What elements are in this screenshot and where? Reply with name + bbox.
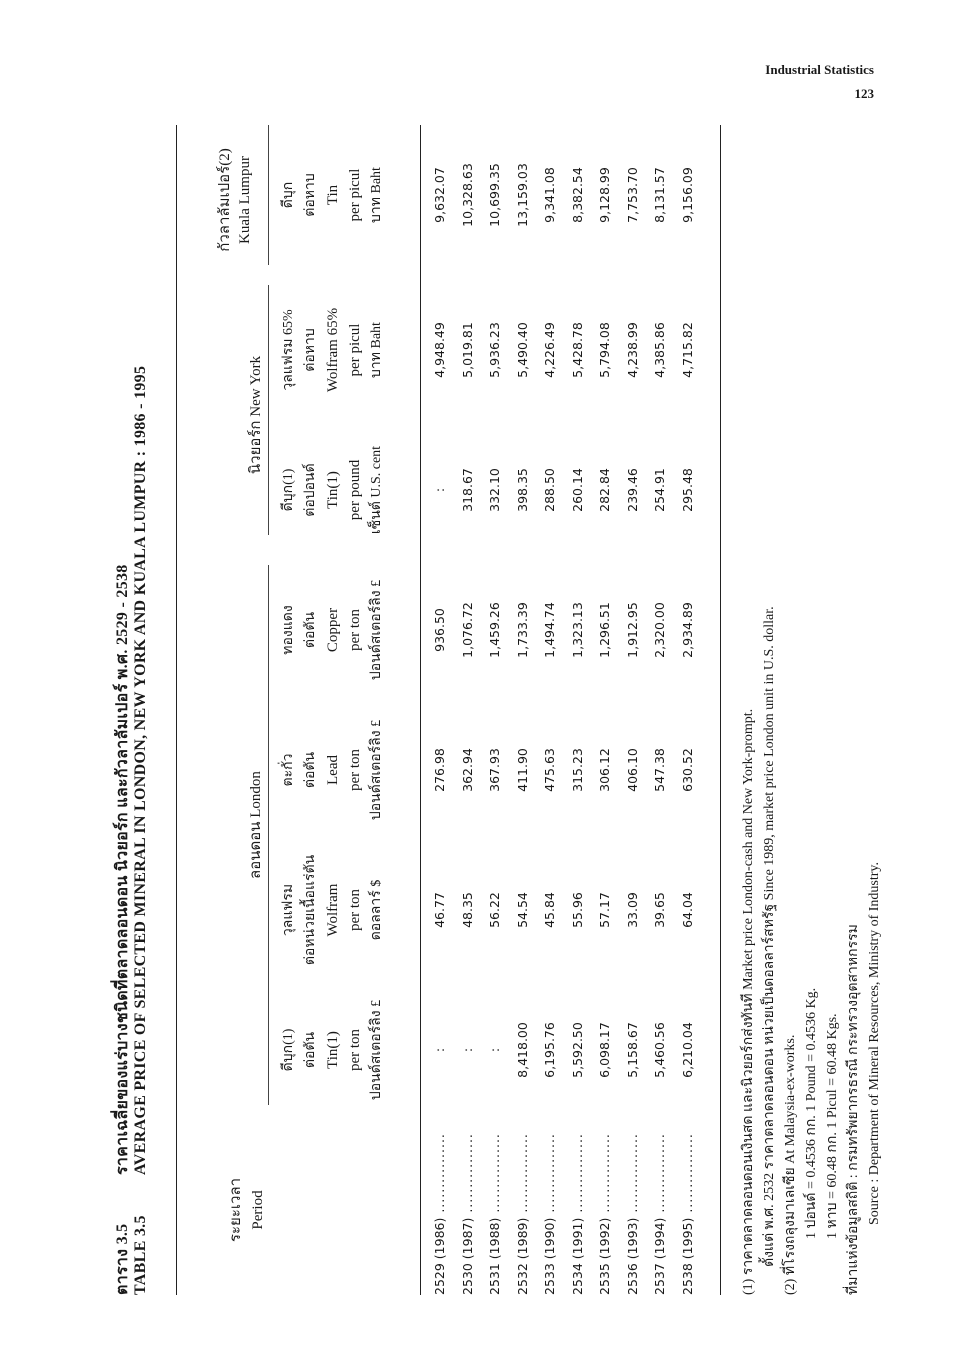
cell-value: 1,494.74 — [542, 602, 557, 658]
cell-value: 4,385.86 — [652, 322, 667, 378]
row-period: 2535 (1992) ..... — [597, 1135, 612, 1295]
cell-value: 406.10 — [624, 748, 640, 792]
column-header-2 — [278, 840, 388, 980]
cell-value: 2,934.89 — [679, 602, 695, 658]
cell-value: 5,428.78 — [569, 322, 585, 378]
cell-value: 5,490.40 — [514, 322, 530, 378]
cell-value: 4,238.99 — [624, 322, 640, 378]
column-header-2-th2: ต่อหน่วยเนื้อแร่ตัน — [303, 854, 318, 966]
table-row — [570, 125, 596, 1295]
cell-value: : — [432, 1047, 447, 1053]
period-header-th: ระยะเวลา — [228, 1177, 244, 1243]
table-row — [487, 125, 513, 1295]
column-header-4-unit-th: ปอนด์สเตอร์ลิง £ — [369, 579, 384, 681]
cell-value: 2,320.00 — [652, 602, 667, 658]
cell-value: 10,328.63 — [459, 163, 475, 227]
column-header-1-th: ดีบุก(1) — [281, 1028, 296, 1072]
row-period: 2534 (1991) ..... — [570, 1135, 585, 1295]
table-row — [597, 125, 623, 1295]
column-header-1 — [278, 980, 388, 1120]
table-row — [432, 125, 458, 1295]
table-title-th-text: ราคาเฉลี่ยของแร่บางชนิดที่ตลาดลอนดอน นิวยอร์ก และกัวลาลัมเปอร์ พ.ศ. 2529 - 2538 — [114, 564, 131, 1175]
table-bottom-rule — [720, 125, 721, 1295]
column-header-2-unit-th: ดอลลาร์ $ — [369, 879, 384, 941]
cell-value: 8,418.00 — [514, 1022, 530, 1078]
cell-value: 306.12 — [597, 748, 612, 792]
table-row — [515, 125, 541, 1295]
group-label-kl-en: Kuala Lumpur — [237, 156, 253, 244]
column-header-1-en: Tin(1) — [325, 1031, 341, 1069]
cell-value: 9,156.09 — [679, 167, 695, 223]
cell-value: 13,159.03 — [514, 163, 530, 227]
cell-value: : — [459, 1047, 475, 1053]
conversion-pound: 1 ปอนด์ = 0.4536 กก. 1 Pound = 0.4536 Kg. — [804, 987, 819, 1239]
row-period: 2538 (1995) ..... — [680, 1135, 695, 1295]
cell-value: 260.14 — [569, 468, 585, 512]
cell-value: 475.63 — [542, 748, 557, 792]
cell-value: 362.94 — [459, 748, 475, 792]
footnotes — [738, 606, 885, 1295]
row-period: 2537 (1994) ..... — [652, 1135, 667, 1295]
cell-value: 276.98 — [432, 748, 447, 792]
cell-value: 1,459.26 — [487, 602, 502, 658]
column-header-6-unit-en: per picul — [347, 323, 363, 377]
rotated-table-block — [110, 125, 966, 1295]
group-label-kl-th: กัวลาลัมเปอร์(2) — [217, 148, 233, 252]
footnote-1: (1) ราคาตลาดลอนดอนเงินสด และนิวยอร์กส่งทันที Market price London-cash and New York-prompt. — [741, 708, 756, 1295]
cell-value: 398.35 — [514, 468, 530, 512]
row-period: 2531 (1988) ..... — [487, 1135, 502, 1295]
cell-value: 9,341.08 — [542, 167, 557, 223]
column-header-1-unit-en: per ton — [347, 1028, 363, 1072]
column-header-7 — [278, 125, 388, 265]
column-header-6-th: วุลแฟรม 65% — [281, 309, 296, 391]
cell-value: 6,210.04 — [679, 1022, 695, 1078]
column-header-3-unit-en: per ton — [347, 748, 363, 792]
cell-value: 9,128.99 — [597, 167, 612, 223]
group-rule-new-york — [268, 285, 269, 535]
column-header-6 — [278, 280, 388, 420]
cell-value: 239.46 — [624, 468, 640, 512]
cell-value: : — [432, 487, 447, 493]
cell-value: 5,158.67 — [624, 1022, 640, 1078]
cell-value: 4,715.82 — [679, 322, 695, 378]
table-row — [542, 125, 568, 1295]
cell-value: 48.35 — [459, 892, 475, 928]
cell-value: 411.90 — [514, 748, 530, 792]
cell-value: 282.84 — [597, 468, 612, 512]
column-header-5 — [278, 420, 388, 560]
group-label-london: ลอนดอน London — [248, 771, 264, 879]
table-row — [625, 125, 651, 1295]
conversion-picul: 1 หาบ = 60.48 กก. 1 Picul = 60.48 Kgs. — [825, 1013, 840, 1239]
cell-value: 4,226.49 — [542, 322, 557, 378]
row-period: 2529 (1986) ..... — [432, 1135, 447, 1295]
column-header-7-unit-en: per picul — [347, 168, 363, 222]
table-number-en: TABLE 3.5 — [132, 1215, 149, 1295]
page-header-section: Industrial Statistics — [765, 62, 874, 77]
cell-value: 5,019.81 — [459, 322, 475, 378]
cell-value: 254.91 — [652, 468, 667, 512]
cell-value: 10,699.35 — [487, 163, 502, 227]
cell-value: 1,076.72 — [459, 602, 475, 658]
column-header-7-th: ดีบุก — [281, 181, 296, 209]
cell-value: 45.84 — [542, 892, 557, 928]
cell-value: 332.10 — [487, 468, 502, 512]
page-number: 123 — [854, 86, 874, 101]
source-th: ที่มาแห่งข้อมูลสถิติ : กรมทรัพยากรธรณี กระทรวงอุตสาหกรรม — [846, 924, 861, 1295]
table-top-rule — [176, 125, 177, 1295]
cell-value: 547.38 — [652, 748, 667, 792]
column-header-5-th2: ต่อปอนด์ — [303, 463, 318, 517]
cell-value: 367.93 — [487, 748, 502, 792]
row-period: 2530 (1987) ..... — [460, 1135, 475, 1295]
cell-value: 8,131.57 — [652, 167, 667, 223]
cell-value: : — [487, 1047, 502, 1053]
row-period: 2532 (1989) ..... — [515, 1135, 530, 1295]
group-label-new-york: นิวยอร์ก New York — [248, 355, 264, 475]
cell-value: 5,936.23 — [487, 322, 502, 378]
table-row — [652, 125, 678, 1295]
table-header-rule — [420, 125, 421, 1295]
cell-value: 318.67 — [459, 468, 475, 512]
column-header-7-en: Tin — [325, 184, 341, 206]
cell-value: 1,296.51 — [597, 602, 612, 658]
cell-value: 6,195.76 — [542, 1022, 557, 1078]
column-header-5-unit-th: เซ็นต์ U.S. cent — [369, 445, 384, 535]
row-period: 2533 (1990) ..... — [542, 1135, 557, 1295]
column-header-3-en: Lead — [325, 755, 341, 785]
column-header-3-unit-th: ปอนด์สเตอร์ลิง £ — [369, 719, 384, 821]
cell-value: 295.48 — [679, 468, 695, 512]
column-header-2-th: วุลแฟรม — [281, 883, 296, 937]
cell-value: 56.22 — [487, 892, 502, 928]
cell-value: 1,323.13 — [569, 602, 585, 658]
table-title-en — [132, 366, 150, 1295]
cell-value: 64.04 — [679, 892, 695, 928]
column-header-7-unit-th: บาท Baht — [369, 167, 384, 223]
column-header-3 — [278, 700, 388, 840]
column-header-5-th: ดีบุก(1) — [281, 468, 296, 512]
cell-value: 4,948.49 — [432, 322, 447, 378]
table-row — [460, 125, 486, 1295]
column-header-4-unit-en: per ton — [347, 608, 363, 652]
cell-value: 288.50 — [542, 468, 557, 512]
cell-value: 33.09 — [624, 892, 640, 928]
column-header-7-th2: ต่อหาบ — [303, 173, 318, 217]
column-header-6-unit-th: บาท Baht — [369, 322, 384, 378]
column-header-6-en: Wolfram 65% — [325, 307, 341, 393]
column-header-1-th2: ต่อตัน — [303, 1031, 318, 1069]
cell-value: 57.17 — [597, 892, 612, 928]
column-header-4-en: Copper — [325, 607, 341, 653]
group-rule-kl — [268, 125, 269, 265]
table-row — [680, 125, 706, 1295]
column-header-4 — [278, 560, 388, 700]
cell-value: 5,460.56 — [652, 1022, 667, 1078]
column-header-3-th: ตะกั่ว — [281, 753, 296, 787]
column-header-2-unit-en: per ton — [347, 888, 363, 932]
table-title-en-text: AVERAGE PRICE OF SELECTED MINERAL IN LONDON, NEW YORK AND KUALA LUMPUR : 1986 - 1995 — [132, 365, 149, 1175]
column-header-4-th2: ต่อตัน — [303, 611, 318, 649]
cell-value: 1,733.39 — [514, 602, 530, 658]
column-header-2-en: Wolfram — [325, 883, 341, 937]
footnote-1b: ตั้งแต่ พ.ศ. 2532 ราคาตลาดลอนดอน หน่วยเป็นดอลลาร์สหรัฐ Since 1989, market price London unit in U.S. dollar. — [762, 606, 777, 1267]
cell-value: 1,912.95 — [624, 602, 640, 658]
column-header-1-unit-th: ปอนด์สเตอร์ลิง £ — [369, 999, 384, 1101]
column-header-5-en: Tin(1) — [325, 471, 341, 509]
cell-value: 936.50 — [432, 608, 447, 652]
column-header-6-th2: ต่อหาบ — [303, 328, 318, 372]
cell-value: 315.23 — [569, 748, 585, 792]
cell-value: 5,592.50 — [569, 1022, 585, 1078]
cell-value: 9,632.07 — [432, 167, 447, 223]
period-header-en: Period — [250, 1190, 266, 1230]
cell-value: 8,382.54 — [569, 167, 585, 223]
group-rule-london — [268, 565, 269, 1105]
cell-value: 39.65 — [652, 892, 667, 928]
cell-value: 54.54 — [514, 892, 530, 928]
cell-value: 6,098.17 — [597, 1022, 612, 1078]
cell-value: 46.77 — [432, 892, 447, 928]
cell-value: 5,794.08 — [597, 322, 612, 378]
cell-value: 55.96 — [569, 892, 585, 928]
footnote-2: (2) ที่โรงถลุงมาเลเซีย At Malaysia-ex-works. — [783, 1034, 798, 1295]
cell-value: 630.52 — [679, 748, 695, 792]
cell-value: 7,753.70 — [624, 167, 640, 223]
source-en: Source : Department of Mineral Resources, Ministry of Industry. — [867, 861, 882, 1225]
column-header-5-unit-en: per pound — [347, 459, 363, 521]
row-period: 2536 (1993) ..... — [625, 1135, 640, 1295]
period-header — [225, 1125, 269, 1295]
table-number-th: ตาราง 3.5 — [114, 1223, 131, 1295]
column-header-4-th: ทองแดง — [281, 605, 296, 655]
column-header-3-th2: ต่อตัน — [303, 751, 318, 789]
